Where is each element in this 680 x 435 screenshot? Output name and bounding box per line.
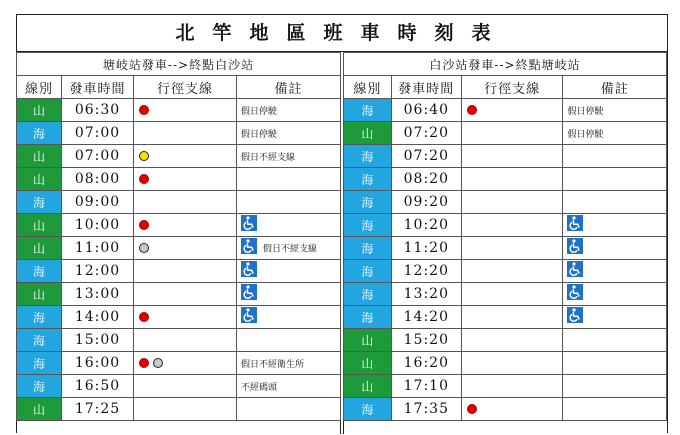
- route-cell: 海: [344, 168, 392, 191]
- note-cell: [563, 398, 667, 421]
- branch-cell: [461, 237, 563, 260]
- cut-off-footnote: [60, 427, 660, 435]
- branch-cell: [134, 283, 237, 306]
- red-route-dot-icon: [139, 358, 149, 368]
- wheelchair-accessible-icon: [567, 215, 583, 231]
- route-cell: 海: [17, 329, 62, 352]
- left-timetable: [16, 52, 341, 421]
- departure-time-cell: 09:20: [391, 191, 461, 214]
- route-cell: 山: [17, 168, 62, 191]
- departure-time-cell: 17:35: [391, 398, 461, 421]
- route-cell: 海: [344, 306, 392, 329]
- departure-time-cell: 06:30: [62, 99, 134, 122]
- branch-cell: [461, 329, 563, 352]
- branch-cell: [461, 122, 563, 145]
- note-cell: [563, 145, 667, 168]
- timetable-sheet: [16, 14, 668, 433]
- table-row: [17, 122, 341, 145]
- table-row: [344, 306, 667, 329]
- note-cell: [237, 352, 341, 375]
- table-row: [344, 398, 667, 421]
- branch-cell: [461, 306, 563, 329]
- departure-time-cell: 08:20: [391, 168, 461, 191]
- departure-time-cell: 12:00: [62, 260, 134, 283]
- note-text: 假日停駛: [241, 106, 278, 117]
- table-row: [17, 237, 341, 260]
- route-cell: 海: [344, 145, 392, 168]
- table-row: [344, 99, 667, 122]
- route-cell: 山: [344, 122, 392, 145]
- route-column-header: 線別: [17, 76, 62, 99]
- route-column-header: 線別: [344, 76, 392, 99]
- note-cell: [237, 191, 341, 214]
- departure-time-cell: 14:20: [391, 306, 461, 329]
- route-cell: 山: [17, 99, 62, 122]
- route-cell: 山: [17, 398, 62, 421]
- route-cell: 海: [344, 260, 392, 283]
- table-row: [344, 214, 667, 237]
- table-row: [17, 168, 341, 191]
- table-row: [17, 145, 341, 168]
- gray-route-dot-icon: [139, 243, 149, 253]
- note-cell: [563, 237, 667, 260]
- branch-cell: [134, 352, 237, 375]
- route-cell: 海: [17, 375, 62, 398]
- departure-time-cell: 14:00: [62, 306, 134, 329]
- departure-time-cell: 11:00: [62, 237, 134, 260]
- branch-cell: [461, 168, 563, 191]
- red-route-dot-icon: [139, 174, 149, 184]
- departure-time-cell: 15:00: [62, 329, 134, 352]
- route-cell: 海: [344, 99, 392, 122]
- branch-cell: [461, 375, 563, 398]
- note-cell: [237, 99, 341, 122]
- direction-header: 白沙站發車-->終點塘岐站: [344, 53, 667, 76]
- red-route-dot-icon: [139, 312, 149, 322]
- branch-column-header: 行徑支線: [461, 76, 563, 99]
- route-cell: 山: [17, 214, 62, 237]
- departure-time-cell: 13:00: [62, 283, 134, 306]
- table-row: [17, 260, 341, 283]
- table-row: [344, 329, 667, 352]
- wheelchair-accessible-icon: [567, 307, 583, 323]
- branch-cell: [134, 260, 237, 283]
- page-title: 北竿地區班車時刻表: [17, 15, 667, 52]
- route-cell: 海: [344, 237, 392, 260]
- route-cell: 海: [17, 191, 62, 214]
- wheelchair-accessible-icon: [241, 307, 257, 323]
- note-text: 假日停駛: [567, 129, 604, 140]
- note-cell: [237, 306, 341, 329]
- time-column-header: 發車時間: [391, 76, 461, 99]
- note-cell: [563, 329, 667, 352]
- table-row: [344, 145, 667, 168]
- note-cell: [563, 260, 667, 283]
- departure-time-cell: 10:00: [62, 214, 134, 237]
- note-cell: [237, 168, 341, 191]
- departure-time-cell: 07:00: [62, 122, 134, 145]
- route-cell: 海: [344, 191, 392, 214]
- branch-cell: [134, 237, 237, 260]
- branch-cell: [461, 99, 563, 122]
- route-cell: 海: [344, 398, 392, 421]
- note-cell: [237, 283, 341, 306]
- note-cell: [563, 99, 667, 122]
- branch-cell: [461, 191, 563, 214]
- table-row: [17, 283, 341, 306]
- wheelchair-accessible-icon: [241, 238, 257, 254]
- branch-cell: [134, 145, 237, 168]
- table-row: [17, 329, 341, 352]
- wheelchair-accessible-icon: [241, 215, 257, 231]
- route-cell: 海: [17, 260, 62, 283]
- note-cell: [563, 214, 667, 237]
- route-cell: 海: [344, 283, 392, 306]
- table-row: [17, 306, 341, 329]
- note-cell: [563, 191, 667, 214]
- table-row: [344, 122, 667, 145]
- table-row: [344, 191, 667, 214]
- departure-time-cell: 16:20: [391, 352, 461, 375]
- red-route-dot-icon: [139, 105, 149, 115]
- branch-cell: [461, 283, 563, 306]
- note-cell: [237, 398, 341, 421]
- table-row: [17, 352, 341, 375]
- branch-cell: [461, 398, 563, 421]
- route-cell: 山: [17, 283, 62, 306]
- time-column-header: 發車時間: [62, 76, 134, 99]
- branch-cell: [134, 122, 237, 145]
- note-text: 假日不經支線: [263, 244, 318, 255]
- departure-time-cell: 12:20: [391, 260, 461, 283]
- red-route-dot-icon: [467, 404, 477, 414]
- gray-route-dot-icon: [153, 358, 163, 368]
- route-cell: 山: [17, 237, 62, 260]
- route-cell: 海: [344, 214, 392, 237]
- branch-cell: [461, 260, 563, 283]
- route-cell: 海: [17, 122, 62, 145]
- table-row: [17, 214, 341, 237]
- note-cell: [237, 375, 341, 398]
- departure-time-cell: 07:20: [391, 145, 461, 168]
- note-cell: [563, 352, 667, 375]
- route-cell: 山: [344, 375, 392, 398]
- departure-time-cell: 08:00: [62, 168, 134, 191]
- note-text: 假日停駛: [241, 129, 278, 140]
- wheelchair-accessible-icon: [567, 284, 583, 300]
- table-row: [17, 398, 341, 421]
- note-cell: [237, 122, 341, 145]
- route-cell: 海: [17, 306, 62, 329]
- table-row: [344, 375, 667, 398]
- table-row: [344, 283, 667, 306]
- branch-column-header: 行徑支線: [134, 76, 237, 99]
- branch-cell: [461, 145, 563, 168]
- departure-time-cell: 07:20: [391, 122, 461, 145]
- departure-time-cell: 16:00: [62, 352, 134, 375]
- note-column-header: 備註: [563, 76, 667, 99]
- departure-time-cell: 17:10: [391, 375, 461, 398]
- branch-cell: [461, 352, 563, 375]
- red-route-dot-icon: [467, 105, 477, 115]
- branch-cell: [134, 375, 237, 398]
- note-text: 假日停駛: [567, 106, 604, 117]
- route-cell: 山: [344, 329, 392, 352]
- branch-cell: [134, 191, 237, 214]
- departure-time-cell: 13:20: [391, 283, 461, 306]
- direction-header: 塘岐站發車-->終點白沙站: [17, 53, 341, 76]
- table-row: [344, 352, 667, 375]
- departure-time-cell: 11:20: [391, 237, 461, 260]
- table-row: [344, 260, 667, 283]
- yellow-route-dot-icon: [139, 151, 149, 161]
- red-route-dot-icon: [139, 220, 149, 230]
- table-row: [344, 168, 667, 191]
- table-row: [344, 237, 667, 260]
- branch-cell: [461, 214, 563, 237]
- wheelchair-accessible-icon: [567, 238, 583, 254]
- note-cell: [563, 306, 667, 329]
- table-row: [17, 191, 341, 214]
- note-cell: [237, 237, 341, 260]
- branch-cell: [134, 168, 237, 191]
- branch-cell: [134, 398, 237, 421]
- note-cell: [563, 122, 667, 145]
- note-cell: [563, 168, 667, 191]
- note-column-header: 備註: [237, 76, 341, 99]
- route-cell: 海: [17, 352, 62, 375]
- note-cell: [237, 329, 341, 352]
- branch-cell: [134, 329, 237, 352]
- note-text: 假日不經支線: [241, 152, 296, 163]
- right-timetable: [343, 52, 667, 421]
- branch-cell: [134, 99, 237, 122]
- wheelchair-accessible-icon: [567, 261, 583, 277]
- note-text: 假日不經衛生所: [241, 359, 305, 370]
- departure-time-cell: 15:20: [391, 329, 461, 352]
- departure-time-cell: 10:20: [391, 214, 461, 237]
- note-cell: [563, 283, 667, 306]
- departure-time-cell: 06:40: [391, 99, 461, 122]
- departure-time-cell: 17:25: [62, 398, 134, 421]
- note-cell: [237, 260, 341, 283]
- branch-cell: [134, 214, 237, 237]
- departure-time-cell: 16:50: [62, 375, 134, 398]
- route-cell: 山: [344, 352, 392, 375]
- departure-time-cell: 09:00: [62, 191, 134, 214]
- table-row: [17, 375, 341, 398]
- wheelchair-accessible-icon: [241, 261, 257, 277]
- note-cell: [237, 145, 341, 168]
- branch-cell: [134, 306, 237, 329]
- table-row: [17, 99, 341, 122]
- wheelchair-accessible-icon: [241, 284, 257, 300]
- note-cell: [563, 375, 667, 398]
- note-cell: [237, 214, 341, 237]
- note-text: 不經碼頭: [241, 382, 278, 393]
- departure-time-cell: 07:00: [62, 145, 134, 168]
- route-cell: 山: [17, 145, 62, 168]
